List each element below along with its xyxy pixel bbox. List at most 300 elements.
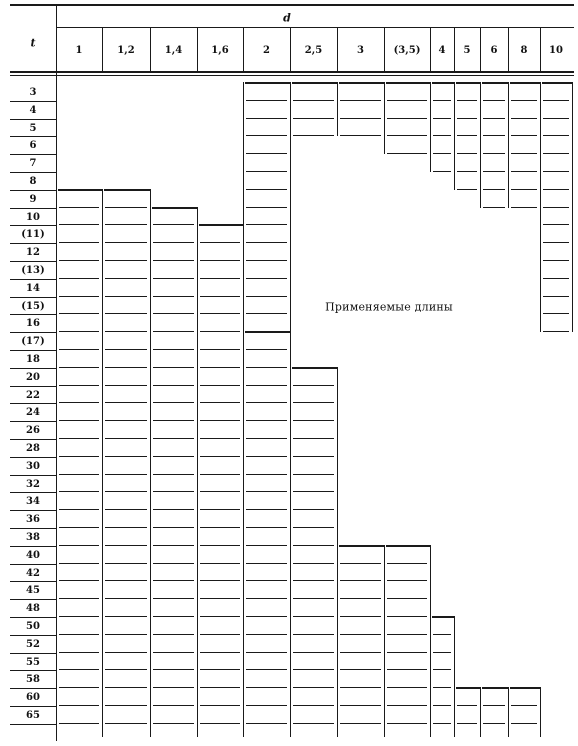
applicable-cell-rule bbox=[511, 153, 537, 154]
t-row-label: 32 bbox=[26, 478, 40, 490]
range-top-rule bbox=[104, 189, 150, 191]
range-top-rule bbox=[339, 545, 384, 547]
applicable-cell-rule bbox=[59, 349, 99, 350]
applicable-cell-rule bbox=[246, 652, 287, 653]
range-top-rule bbox=[482, 687, 508, 689]
applicable-cell-rule bbox=[483, 207, 505, 208]
applicable-cell-rule bbox=[457, 189, 477, 190]
range-side-rule bbox=[243, 82, 244, 332]
t-row-label: 36 bbox=[26, 514, 40, 526]
applicable-cell-rule bbox=[340, 118, 381, 119]
applicable-cell-rule bbox=[246, 634, 287, 635]
d-header-rule bbox=[56, 27, 574, 28]
applicable-cell-rule bbox=[340, 705, 381, 706]
applicable-cell-rule bbox=[457, 723, 477, 724]
applicable-cell-rule bbox=[59, 687, 99, 688]
applicable-cell-rule bbox=[340, 723, 381, 724]
applicable-cell-rule bbox=[105, 580, 147, 581]
applicable-cell-rule bbox=[200, 313, 240, 314]
applicable-cell-rule bbox=[543, 135, 569, 136]
t-row-label: 14 bbox=[26, 282, 40, 294]
range-top-rule bbox=[432, 616, 454, 618]
header-column-divider bbox=[430, 27, 431, 73]
t-row-label: 12 bbox=[26, 247, 40, 259]
header-column-divider bbox=[480, 27, 481, 73]
applicable-cell-rule bbox=[59, 634, 99, 635]
applicable-cell-rule bbox=[105, 456, 147, 457]
d-header-cell: 2,5 bbox=[304, 45, 323, 56]
applicable-cell-rule bbox=[293, 723, 334, 724]
applicable-cell-rule bbox=[105, 652, 147, 653]
t-row-separator bbox=[10, 599, 56, 600]
d-header-cell: 6 bbox=[490, 45, 498, 56]
applicable-cell-rule bbox=[457, 171, 477, 172]
applicable-cell-rule bbox=[246, 100, 287, 101]
applicable-cell-rule bbox=[483, 100, 505, 101]
t-row-separator bbox=[10, 119, 56, 120]
applicable-cell-rule bbox=[543, 260, 569, 261]
applicable-cell-rule bbox=[387, 634, 427, 635]
applicable-cell-rule bbox=[387, 687, 427, 688]
applicable-cell-rule bbox=[153, 474, 194, 475]
applicable-cell-rule bbox=[387, 598, 427, 599]
range-top-rule bbox=[386, 545, 430, 547]
applicable-cell-rule bbox=[200, 652, 240, 653]
applicable-cell-rule bbox=[511, 171, 537, 172]
applicable-cell-rule bbox=[246, 260, 287, 261]
t-row-label: 10 bbox=[26, 211, 40, 223]
applicable-cell-rule bbox=[59, 331, 99, 332]
applicable-cell-rule bbox=[153, 616, 194, 617]
applicable-cell-rule bbox=[153, 278, 194, 279]
range-top-rule bbox=[482, 82, 508, 84]
applicable-cell-rule bbox=[105, 224, 147, 225]
applicable-cell-rule bbox=[59, 296, 99, 297]
t-row-label: 42 bbox=[26, 567, 40, 579]
t-row-label: 50 bbox=[26, 620, 40, 632]
applicable-cell-rule bbox=[105, 598, 147, 599]
applicable-cell-rule bbox=[293, 135, 334, 136]
t-row-label: 5 bbox=[29, 122, 37, 134]
applicable-cell-rule bbox=[153, 456, 194, 457]
applicable-cell-rule bbox=[483, 723, 505, 724]
applicable-cell-rule bbox=[105, 509, 147, 510]
t-row-label: 34 bbox=[26, 496, 40, 508]
d-header-cell: 1,6 bbox=[211, 45, 229, 56]
applicable-cell-rule bbox=[543, 207, 569, 208]
range-side-rule bbox=[384, 545, 385, 737]
applicable-cell-rule bbox=[59, 545, 99, 546]
applicable-cell-rule bbox=[246, 296, 287, 297]
applicable-cell-rule bbox=[457, 118, 477, 119]
d-symbol: d bbox=[283, 11, 291, 25]
t-row-label: 18 bbox=[26, 353, 40, 365]
applicable-cell-rule bbox=[200, 331, 240, 332]
t-row-separator bbox=[10, 297, 56, 298]
applicable-cell-rule bbox=[59, 385, 99, 386]
applicable-cell-rule bbox=[59, 313, 99, 314]
applicable-cell-rule bbox=[293, 385, 334, 386]
applicable-cell-rule bbox=[153, 224, 194, 225]
applicable-cell-rule bbox=[200, 616, 240, 617]
applicable-cell-rule bbox=[340, 669, 381, 670]
d-header-cell: 1,4 bbox=[164, 45, 183, 56]
applicable-cell-rule bbox=[483, 171, 505, 172]
applicable-cell-rule bbox=[105, 402, 147, 403]
applicable-cell-rule bbox=[293, 580, 334, 581]
applicable-cell-rule bbox=[543, 153, 569, 154]
applicable-cell-rule bbox=[105, 367, 147, 368]
applicable-cell-rule bbox=[340, 100, 381, 101]
applicable-cell-rule bbox=[246, 491, 287, 492]
applicable-cell-rule bbox=[246, 669, 287, 670]
t-row-label: 30 bbox=[26, 460, 40, 472]
d-header-cell: 2 bbox=[263, 45, 270, 56]
applicable-cell-rule bbox=[387, 100, 427, 101]
applicable-cell-rule bbox=[59, 474, 99, 475]
applicable-cell-rule bbox=[153, 509, 194, 510]
header-column-divider bbox=[150, 27, 151, 73]
d-header-cell: 10 bbox=[549, 45, 563, 56]
applicable-cell-rule bbox=[59, 224, 99, 225]
applicable-cell-rule bbox=[246, 189, 287, 190]
t-row-label: 28 bbox=[26, 442, 40, 454]
t-row-separator bbox=[10, 261, 56, 262]
t-row-label: 45 bbox=[26, 585, 40, 597]
t-row-label: 55 bbox=[26, 656, 40, 668]
applicable-cell-rule bbox=[511, 135, 537, 136]
t-row-separator bbox=[10, 581, 56, 582]
t-row-separator bbox=[10, 564, 56, 565]
applicable-cell-rule bbox=[200, 402, 240, 403]
applicable-cell-rule bbox=[105, 545, 147, 546]
range-side-rule bbox=[454, 687, 455, 737]
applicable-cell-rule bbox=[105, 687, 147, 688]
applicable-cell-rule bbox=[59, 723, 99, 724]
applicable-cell-rule bbox=[200, 687, 240, 688]
header-column-divider bbox=[243, 27, 244, 73]
applicable-cell-rule bbox=[200, 705, 240, 706]
t-row-label: 7 bbox=[29, 158, 37, 170]
applicable-cell-rule bbox=[293, 118, 334, 119]
range-top-rule bbox=[456, 82, 480, 84]
applicable-cell-rule bbox=[200, 545, 240, 546]
header-column-divider bbox=[197, 27, 198, 73]
applicable-cell-rule bbox=[246, 616, 287, 617]
applicable-cell-rule bbox=[153, 438, 194, 439]
applicable-cell-rule bbox=[340, 580, 381, 581]
applicable-cell-rule bbox=[153, 527, 194, 528]
applicable-cell-rule bbox=[153, 242, 194, 243]
t-row-label: 40 bbox=[26, 549, 40, 561]
applicable-cell-rule bbox=[511, 189, 537, 190]
applicable-cell-rule bbox=[433, 135, 451, 136]
t-row-label: 52 bbox=[26, 638, 40, 650]
t-row-separator bbox=[10, 332, 56, 333]
applicable-cell-rule bbox=[387, 652, 427, 653]
t-row-separator bbox=[10, 350, 56, 351]
applicable-cell-rule bbox=[153, 687, 194, 688]
t-row-label: 4 bbox=[29, 104, 37, 116]
header-column-divider bbox=[337, 27, 338, 73]
d-header-cell: 5 bbox=[463, 45, 471, 56]
applicable-cell-rule bbox=[59, 260, 99, 261]
t-row-label: 6 bbox=[29, 140, 37, 152]
applicable-cell-rule bbox=[543, 242, 569, 243]
applicable-cell-rule bbox=[543, 224, 569, 225]
applicable-cell-rule bbox=[200, 420, 240, 421]
t-row-label: 26 bbox=[26, 425, 40, 437]
applicable-cell-rule bbox=[511, 100, 537, 101]
applicable-cell-rule bbox=[246, 135, 287, 136]
t-row-separator bbox=[10, 724, 56, 725]
t-row-separator bbox=[10, 670, 56, 671]
applicable-cell-rule bbox=[153, 331, 194, 332]
t-row-label: 24 bbox=[26, 407, 40, 419]
applicable-cell-rule bbox=[387, 153, 427, 154]
t-row-separator bbox=[10, 403, 56, 404]
applicable-cell-rule bbox=[105, 634, 147, 635]
applicable-cell-rule bbox=[59, 456, 99, 457]
applicable-cell-rule bbox=[153, 296, 194, 297]
t-row-separator bbox=[10, 136, 56, 137]
range-side-rule bbox=[540, 687, 541, 737]
t-row-label: 58 bbox=[26, 674, 40, 686]
t-row-label: 9 bbox=[29, 193, 37, 205]
range-side-rule bbox=[572, 82, 573, 332]
applicable-cell-rule bbox=[293, 687, 334, 688]
applicable-cell-rule bbox=[387, 118, 427, 119]
applicable-cell-rule bbox=[246, 723, 287, 724]
t-row-label: 3 bbox=[29, 86, 37, 98]
applicable-cell-rule bbox=[59, 616, 99, 617]
applicable-cell-rule bbox=[543, 171, 569, 172]
applicable-cell-rule bbox=[483, 118, 505, 119]
applicable-cell-rule bbox=[483, 705, 505, 706]
applicable-cell-rule bbox=[200, 242, 240, 243]
applicable-cell-rule bbox=[246, 687, 287, 688]
range-side-rule bbox=[102, 189, 103, 737]
range-top-rule bbox=[456, 687, 480, 689]
applicable-cell-rule bbox=[246, 349, 287, 350]
t-row-label: 8 bbox=[29, 175, 37, 187]
applicable-cell-rule bbox=[543, 100, 569, 101]
applicable-cell-rule bbox=[59, 580, 99, 581]
applicable-cell-rule bbox=[511, 207, 537, 208]
range-side-rule bbox=[508, 82, 509, 208]
t-row-label: 65 bbox=[26, 709, 40, 721]
t-row-separator bbox=[10, 208, 56, 209]
applicable-cell-rule bbox=[105, 705, 147, 706]
applicable-cell-rule bbox=[246, 385, 287, 386]
applicable-cell-rule bbox=[543, 118, 569, 119]
applicable-cell-rule bbox=[200, 438, 240, 439]
range-top-rule bbox=[152, 207, 197, 209]
range-top-rule bbox=[432, 82, 454, 84]
t-row-separator bbox=[10, 492, 56, 493]
applicable-cell-rule bbox=[200, 474, 240, 475]
applicable-cell-rule bbox=[200, 598, 240, 599]
range-side-rule bbox=[454, 82, 455, 190]
applicable-cell-rule bbox=[200, 278, 240, 279]
applicable-cell-rule bbox=[246, 224, 287, 225]
range-side-rule bbox=[480, 687, 481, 737]
applicable-cell-rule bbox=[59, 402, 99, 403]
t-row-separator bbox=[10, 457, 56, 458]
applicable-cell-rule bbox=[200, 509, 240, 510]
applicable-cell-rule bbox=[246, 563, 287, 564]
applicable-cell-rule bbox=[293, 100, 334, 101]
applicable-cell-rule bbox=[433, 687, 451, 688]
range-side-rule bbox=[243, 331, 244, 737]
applicable-cell-rule bbox=[153, 723, 194, 724]
applicable-cell-rule bbox=[433, 669, 451, 670]
range-side-rule bbox=[197, 224, 198, 737]
range-side-rule bbox=[430, 82, 431, 172]
applicable-cell-rule bbox=[105, 331, 147, 332]
t-row-separator bbox=[10, 190, 56, 191]
applicable-cell-rule bbox=[433, 100, 451, 101]
t-row-separator bbox=[10, 421, 56, 422]
range-top-rule bbox=[292, 367, 337, 369]
header-column-divider bbox=[290, 27, 291, 73]
header-column-divider bbox=[540, 27, 541, 73]
t-row-separator bbox=[10, 172, 56, 173]
applicable-cell-rule bbox=[105, 563, 147, 564]
applicable-cell-rule bbox=[59, 527, 99, 528]
applicable-cell-rule bbox=[293, 402, 334, 403]
t-row-label: (17) bbox=[21, 336, 45, 348]
d-header-cell: 1 bbox=[75, 45, 83, 56]
applicable-cell-rule bbox=[511, 723, 537, 724]
applicable-cell-rule bbox=[293, 563, 334, 564]
t-row-label: 16 bbox=[26, 318, 40, 330]
t-row-separator bbox=[10, 225, 56, 226]
applicable-cell-rule bbox=[457, 153, 477, 154]
t-row-separator bbox=[10, 635, 56, 636]
applicable-cell-rule bbox=[246, 705, 287, 706]
applicable-cell-rule bbox=[340, 616, 381, 617]
applicable-cell-rule bbox=[293, 616, 334, 617]
applicable-cell-rule bbox=[483, 189, 505, 190]
range-top-rule bbox=[245, 82, 290, 84]
range-top-rule bbox=[339, 82, 384, 84]
applicable-cell-rule bbox=[153, 491, 194, 492]
applicable-cell-rule bbox=[543, 313, 569, 314]
applicable-cell-rule bbox=[153, 652, 194, 653]
applicable-cell-rule bbox=[340, 652, 381, 653]
applicable-cell-rule bbox=[246, 509, 287, 510]
applicable-cell-rule bbox=[340, 634, 381, 635]
header-bottom-rule bbox=[10, 71, 574, 73]
applicable-cell-rule bbox=[543, 296, 569, 297]
applicable-cell-rule bbox=[105, 207, 147, 208]
t-row-separator bbox=[10, 475, 56, 476]
range-side-rule bbox=[337, 545, 338, 737]
range-top-rule bbox=[510, 687, 540, 689]
applicable-cell-rule bbox=[387, 135, 427, 136]
applicable-cell-rule bbox=[293, 456, 334, 457]
applicable-cell-rule bbox=[293, 509, 334, 510]
applicable-cell-rule bbox=[105, 278, 147, 279]
t-row-label: 60 bbox=[26, 692, 40, 704]
applicable-cell-rule bbox=[153, 402, 194, 403]
t-symbol: t bbox=[30, 36, 36, 50]
header-column-divider bbox=[454, 27, 455, 73]
applicable-cell-rule bbox=[246, 456, 287, 457]
t-row-separator bbox=[10, 243, 56, 244]
range-side-rule bbox=[430, 616, 431, 737]
applicable-cell-rule bbox=[511, 705, 537, 706]
applicable-cell-rule bbox=[200, 527, 240, 528]
applicable-cell-rule bbox=[293, 598, 334, 599]
applicable-cell-rule bbox=[59, 509, 99, 510]
applicable-cell-rule bbox=[246, 527, 287, 528]
applicable-cell-rule bbox=[105, 438, 147, 439]
range-side-rule bbox=[290, 367, 291, 737]
applicable-cell-rule bbox=[59, 652, 99, 653]
applicable-cell-rule bbox=[293, 438, 334, 439]
d-header-cell: (3,5) bbox=[393, 45, 421, 56]
applicable-cell-rule bbox=[153, 260, 194, 261]
range-side-rule bbox=[56, 189, 57, 737]
d-header-cell: 3 bbox=[357, 45, 364, 56]
d-header-cell: 1,2 bbox=[117, 45, 135, 56]
applicable-cell-rule bbox=[511, 118, 537, 119]
applicable-cell-rule bbox=[200, 723, 240, 724]
applicable-cell-rule bbox=[105, 491, 147, 492]
t-row-separator bbox=[10, 439, 56, 440]
d-header-cell: 4 bbox=[438, 45, 446, 56]
applicable-cell-rule bbox=[293, 652, 334, 653]
applicable-cell-rule bbox=[246, 313, 287, 314]
applicable-cell-rule bbox=[387, 705, 427, 706]
applicable-cell-rule bbox=[387, 723, 427, 724]
applicable-cell-rule bbox=[340, 135, 381, 136]
applicable-cell-rule bbox=[59, 278, 99, 279]
t-row-label: 48 bbox=[26, 603, 40, 615]
range-top-rule bbox=[386, 82, 430, 84]
applicable-cell-rule bbox=[246, 367, 287, 368]
range-top-rule bbox=[510, 82, 540, 84]
applicable-cell-rule bbox=[293, 527, 334, 528]
applicable-cell-rule bbox=[543, 331, 569, 332]
applicable-cell-rule bbox=[59, 669, 99, 670]
applicable-cell-rule bbox=[200, 580, 240, 581]
applicable-cell-rule bbox=[483, 153, 505, 154]
applicable-cell-rule bbox=[153, 705, 194, 706]
applicable-cell-rule bbox=[457, 100, 477, 101]
applicable-cell-rule bbox=[153, 420, 194, 421]
applicable-cell-rule bbox=[433, 723, 451, 724]
applicable-cell-rule bbox=[200, 456, 240, 457]
applicable-cell-rule bbox=[200, 349, 240, 350]
applicable-cell-rule bbox=[340, 598, 381, 599]
applicable-cell-rule bbox=[387, 580, 427, 581]
applicable-cell-rule bbox=[293, 669, 334, 670]
applicable-cell-rule bbox=[246, 402, 287, 403]
range-side-rule bbox=[540, 82, 541, 332]
applicable-cell-rule bbox=[153, 349, 194, 350]
range-side-rule bbox=[290, 82, 291, 136]
applicable-cell-rule bbox=[153, 598, 194, 599]
applicable-cell-rule bbox=[246, 474, 287, 475]
applicable-cell-rule bbox=[105, 313, 147, 314]
applicable-cell-rule bbox=[153, 669, 194, 670]
t-row-separator bbox=[10, 653, 56, 654]
applicable-cell-rule bbox=[246, 438, 287, 439]
applicable-cell-rule bbox=[59, 242, 99, 243]
